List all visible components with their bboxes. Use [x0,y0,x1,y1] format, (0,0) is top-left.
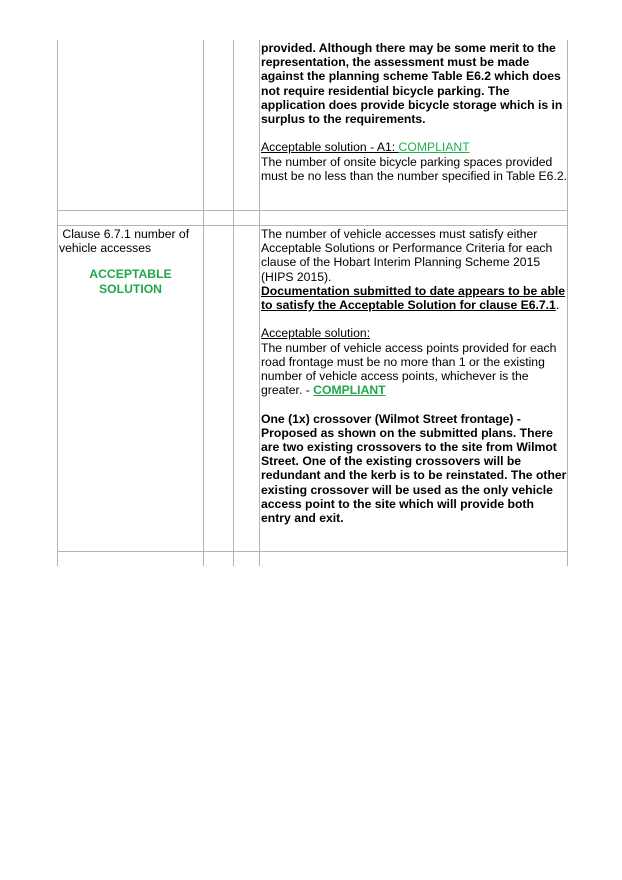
table-border-left [57,40,58,566]
vehicle-access-clause-cell [59,227,202,296]
documentation-note-paragraph [261,284,567,312]
bicycle-requirement-text: The number of onsite bicycle parking spaces provided must be no less than the number specified in Table E6.2. [261,154,568,183]
table-row-divider-2 [57,225,568,226]
table-row-divider-1 [57,210,568,211]
bicycle-parking-assessment-text: provided. Although there may be some merit to the representation, the assessment must be made against the planning scheme Table E6.2 which does not require residential bicycle parking. The application does provide bicycle storage which is in surplus to the requirements. [261,41,563,127]
crossover-assessment-text: One (1x) crossover (Wilmot Street frontage) - Proposed as shown on the submitted plans. There are two existing crossovers to the site from Wilmot Street. One of the existing crossovers will be redundant and the kerb is to be reinstated. The other existing crossover will be used as the only vehicle access point to the site which will provide both entry and exit. [261,411,567,526]
vehicle-access-assessment-cell [261,227,567,525]
vehicle-requirement-paragraph [261,341,567,398]
vehicle-acceptable-solution-label: Acceptable solution: [261,326,371,341]
vehicle-requirement-text: The number of vehicle access points provided for each road frontage must be no more than 1 or the existing number of vehicle access points, whichever is the greater. - [261,340,557,398]
documentation-note-period: . [555,298,560,313]
bicycle-acceptable-solution-label: Acceptable solution - A1: [261,140,399,155]
table-row-divider-3 [57,551,568,552]
vehicle-access-clause-title: Clause 6.7.1 number of vehicle accesses [59,227,193,256]
table-column-divider-3 [259,40,260,566]
table-column-divider-1 [203,40,204,566]
bicycle-parking-assessment-cell [261,41,567,183]
vehicle-access-intro: The number of vehicle accesses must satisfy either Acceptable Solutions or Performance Criteria for each clause of the Hobart Interim Planning Scheme 2015 (HIPS 2015). [261,227,553,284]
acceptable-solution-badge: ACCEPTABLE SOLUTION [89,267,172,296]
table-column-divider-2 [233,40,234,566]
bicycle-acceptable-solution-heading [261,140,567,154]
table-border-right [567,40,568,566]
bicycle-compliant-status: COMPLIANT [398,140,470,155]
documentation-note: Documentation submitted to date appears to be able to satisfy the Acceptable Solution for clause E6.7.1 [261,283,566,313]
vehicle-compliant-status: COMPLIANT [313,383,386,398]
